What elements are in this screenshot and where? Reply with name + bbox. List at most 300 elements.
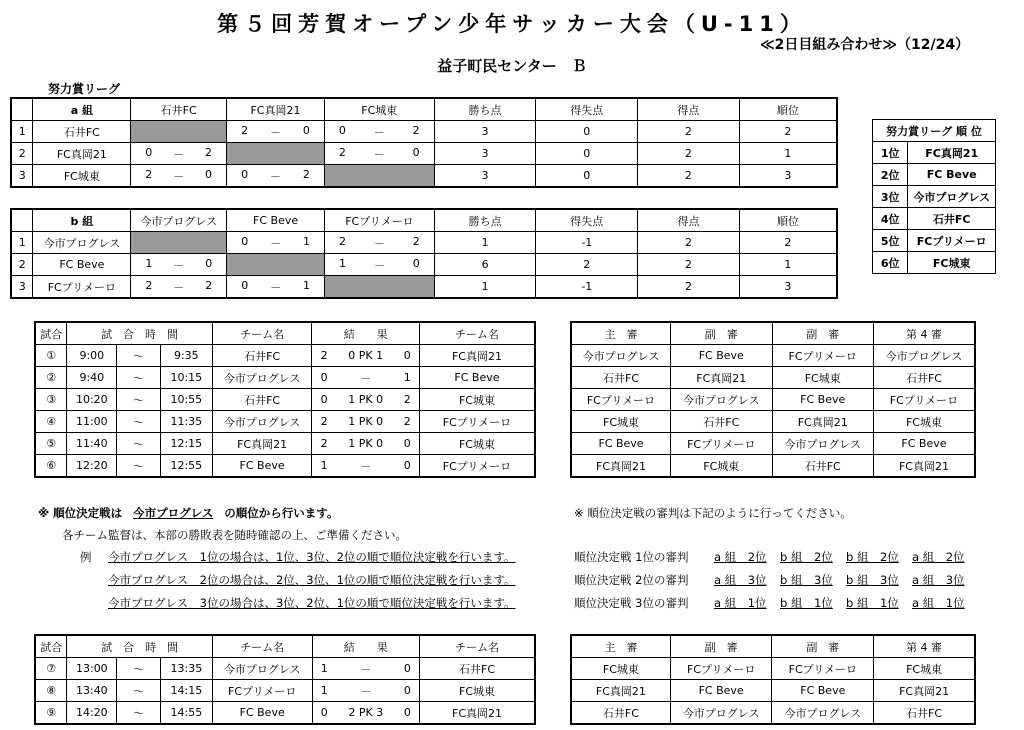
ranking-team: FC城東	[908, 252, 996, 274]
match-row	[35, 680, 535, 702]
match-start-time: 11:00	[67, 411, 117, 433]
score-dash: －	[270, 280, 282, 294]
match-score	[131, 279, 226, 295]
match-end-time: 14:15	[160, 680, 212, 702]
ranking-position: 6位	[873, 252, 908, 274]
match-score-cell	[131, 143, 227, 165]
example-line: 今市プログレス 1位の場合は、1位、3位、2位の順で順位決定戦を行います。	[108, 550, 516, 564]
home-score: 0	[312, 367, 336, 389]
self-match-cell	[131, 121, 227, 143]
match-row	[35, 658, 535, 680]
note-order-suffix: の順位から行います。	[224, 506, 339, 520]
page-title: 第５回芳賀オープン少年サッカー大会（U-11）	[217, 12, 807, 36]
schedule-header-row	[35, 322, 535, 345]
score-against: 2	[412, 123, 420, 137]
self-match-cell	[131, 232, 227, 254]
score-dash: －	[270, 236, 282, 250]
home-score: 2	[312, 345, 336, 367]
match-score-cell	[227, 165, 325, 188]
home-score: 1	[312, 680, 336, 702]
away-score: 0	[396, 658, 420, 680]
column-header: 主 審	[571, 322, 671, 345]
referee-row	[571, 389, 975, 411]
referee-row	[571, 345, 975, 367]
score-for: 1	[339, 256, 346, 270]
away-team: FCプリメーロ	[419, 455, 535, 478]
match-number: ⑦	[35, 658, 67, 680]
score-against: 0	[205, 256, 213, 270]
column-header: FC真岡21	[227, 98, 325, 121]
away-team: FC真岡21	[420, 702, 535, 725]
match-number: ③	[35, 389, 67, 411]
referee-row	[571, 680, 975, 702]
match-row	[35, 455, 535, 478]
score-dash: －	[173, 147, 185, 161]
column-header: FCプリメーロ	[325, 209, 435, 232]
group-row	[11, 254, 837, 276]
ranking-team: FCプリメーロ	[908, 230, 996, 252]
referee-cell: FCプリメーロ	[571, 389, 671, 411]
column-header: 今市プログレス	[131, 209, 227, 232]
match-end-time: 10:55	[160, 389, 212, 411]
referee-cell: 石井FC	[873, 367, 975, 389]
away-team: FC真岡21	[419, 345, 535, 367]
result-middle: 0 PK 1	[336, 345, 396, 367]
match-start-time: 9:40	[67, 367, 117, 389]
match-start-time: 11:40	[67, 433, 117, 455]
referee-cell: FC真岡21	[671, 367, 772, 389]
score-dash: －	[173, 169, 185, 183]
goals-cell: 2	[638, 254, 740, 276]
match-number: ④	[35, 411, 67, 433]
referee-rule-item: b 組 1位	[780, 596, 833, 610]
referee-row	[571, 455, 975, 478]
referee-row	[571, 367, 975, 389]
page-subtitle: ≪2日目組み合わせ≫（12/24）	[760, 37, 970, 53]
ranking-row	[873, 252, 996, 274]
home-team: FC Beve	[212, 455, 312, 478]
time-separator: ～	[117, 411, 161, 433]
match-start-time: 13:40	[67, 680, 117, 702]
time-separator: ～	[117, 702, 161, 725]
group-row	[11, 143, 837, 165]
group-name: a 組	[33, 98, 131, 121]
referee-table-2	[570, 634, 976, 725]
ranking-table	[872, 119, 996, 274]
column-header: 結 果	[312, 322, 419, 345]
match-start-time: 14:20	[67, 702, 117, 725]
away-score: 2	[396, 389, 420, 411]
home-score: 1	[312, 455, 336, 478]
referee-cell: FC真岡21	[873, 455, 975, 478]
referee-cell: FC城東	[671, 455, 772, 478]
match-start-time: 10:20	[67, 389, 117, 411]
referee-cell: 今市プログレス	[671, 389, 772, 411]
goal-diff-cell: -1	[536, 276, 638, 299]
rank-cell: 1	[739, 143, 837, 165]
referee-cell: 石井FC	[571, 702, 670, 725]
referee-rule-item: a 組 1位	[714, 596, 767, 610]
referee-cell: 石井FC	[772, 455, 873, 478]
column-header: 第 4 審	[873, 322, 975, 345]
column-header: 副 審	[772, 635, 874, 658]
referee-row	[571, 658, 975, 680]
match-start-time: 13:00	[67, 658, 117, 680]
score-for: 1	[145, 256, 153, 270]
points-cell: 6	[434, 254, 536, 276]
score-against: 0	[205, 167, 213, 181]
match-row	[35, 411, 535, 433]
match-end-time: 12:15	[160, 433, 212, 455]
ranking-row	[873, 164, 996, 186]
column-header: 第 4 審	[874, 635, 975, 658]
match-end-time: 13:35	[160, 658, 212, 680]
referee-cell: FC真岡21	[571, 680, 670, 702]
score-against: 2	[205, 278, 213, 292]
goal-diff-cell: 0	[536, 121, 638, 143]
referee-cell: 今市プログレス	[571, 345, 671, 367]
column-header: 得点	[638, 209, 740, 232]
group-b-header-row	[11, 209, 837, 232]
score-against: 0	[302, 123, 310, 137]
note-check: 各チーム監督は、本部の勝敗表を随時確認の上、ご準備ください。	[62, 528, 407, 542]
result-middle: －	[336, 455, 396, 478]
referee-cell: FC城東	[772, 367, 873, 389]
column-header: チーム名	[419, 322, 535, 345]
match-number: ①	[35, 345, 67, 367]
group-name: b 組	[33, 209, 131, 232]
referee-table-1	[570, 321, 976, 478]
match-end-time: 9:35	[160, 345, 212, 367]
referee-cell: FC Beve	[571, 433, 671, 455]
corner-cell	[11, 209, 33, 232]
goals-cell: 2	[638, 121, 740, 143]
team-name: FC城東	[33, 165, 131, 188]
ranking-position: 1位	[873, 142, 908, 164]
rank-cell: 1	[739, 254, 837, 276]
score-dash: －	[173, 258, 185, 272]
result-middle: －	[336, 658, 396, 680]
match-score-cell	[325, 232, 435, 254]
score-dash: －	[373, 236, 385, 250]
score-dash: －	[173, 280, 185, 294]
score-for: 2	[338, 145, 346, 159]
match-score	[325, 235, 434, 251]
home-score: 0	[312, 702, 336, 725]
match-start-time: 9:00	[67, 345, 117, 367]
match-end-time: 11:35	[160, 411, 212, 433]
home-score: 2	[312, 433, 336, 455]
match-score	[325, 257, 434, 273]
column-header: 得失点	[536, 209, 638, 232]
away-score: 0	[396, 455, 420, 478]
note-order-prefix: ※ 順位決定戦は	[38, 506, 123, 520]
home-score: 2	[312, 411, 336, 433]
referee-cell: FC真岡21	[874, 680, 975, 702]
ranking-position: 4位	[873, 208, 908, 230]
referee-rule-item: a 組 3位	[714, 573, 767, 587]
score-against: 1	[303, 278, 310, 292]
row-number: 2	[11, 254, 33, 276]
match-end-time: 10:15	[160, 367, 212, 389]
schedule-table-1	[34, 321, 536, 478]
score-for: 0	[145, 145, 153, 159]
referee-note: ※ 順位決定戦の審判は下記のように行ってください。	[574, 506, 852, 520]
referee-rule-item: b 組 2位	[846, 550, 899, 564]
time-separator: ～	[117, 389, 161, 411]
goal-diff-cell: 0	[536, 165, 638, 188]
column-header: 得失点	[536, 98, 638, 121]
score-against: 2	[205, 145, 213, 159]
time-separator: ～	[117, 345, 161, 367]
team-name: 今市プログレス	[33, 232, 131, 254]
column-header: 結 果	[312, 635, 419, 658]
ranking-title: 努力賞リーグ 順 位	[873, 120, 996, 142]
time-separator: ～	[117, 455, 161, 478]
rank-cell: 2	[739, 232, 837, 254]
team-name: FC Beve	[33, 254, 131, 276]
referee-rule-item: b 組 3位	[846, 573, 899, 587]
row-number: 1	[11, 121, 33, 143]
referee-rule-item: a 組 3位	[912, 573, 965, 587]
match-row	[35, 389, 535, 411]
team-name: FC真岡21	[33, 143, 131, 165]
referee-rule-label: 順位決定戦 1位の審判	[574, 550, 689, 564]
column-header: 副 審	[670, 635, 772, 658]
score-for: 0	[241, 278, 249, 292]
match-number: ⑥	[35, 455, 67, 478]
score-against: 1	[303, 234, 310, 248]
group-b-table	[10, 208, 838, 299]
away-score: 2	[396, 411, 420, 433]
rank-cell: 3	[739, 165, 837, 188]
time-separator: ～	[117, 367, 161, 389]
corner-cell	[11, 98, 33, 121]
away-team: 石井FC	[420, 658, 535, 680]
goals-cell: 2	[638, 276, 740, 299]
match-row	[35, 433, 535, 455]
match-score-cell	[227, 232, 325, 254]
column-header: 試合	[35, 635, 67, 658]
match-number: ⑧	[35, 680, 67, 702]
match-score-cell	[324, 121, 434, 143]
row-number: 1	[11, 232, 33, 254]
ranking-team: FC Beve	[908, 164, 996, 186]
referee-rule-item: b 組 3位	[780, 573, 833, 587]
score-dash: －	[373, 147, 385, 161]
match-score-cell	[324, 143, 434, 165]
column-header: FC城東	[324, 98, 434, 121]
schedule-table-2	[34, 634, 536, 725]
column-header: 主 審	[571, 635, 670, 658]
result-middle: 1 PK 0	[336, 433, 396, 455]
team-name: FCプリメーロ	[33, 276, 131, 299]
score-dash: －	[373, 258, 385, 272]
example-label: 例	[80, 550, 92, 564]
column-header: 順位	[739, 209, 837, 232]
match-score-cell	[325, 254, 435, 276]
match-score	[227, 124, 324, 140]
score-dash: －	[373, 125, 385, 139]
points-cell: 1	[434, 232, 536, 254]
referee-rule-item: b 組 1位	[846, 596, 899, 610]
rank-cell: 2	[739, 121, 837, 143]
referee-cell: FCプリメーロ	[671, 433, 772, 455]
referee-cell: FCプリメーロ	[670, 658, 772, 680]
group-row	[11, 276, 837, 299]
match-score	[227, 235, 324, 251]
referee-cell: 今市プログレス	[873, 345, 975, 367]
points-cell: 3	[434, 121, 536, 143]
score-for: 0	[241, 167, 249, 181]
ranking-position: 2位	[873, 164, 908, 186]
score-against: 2	[302, 167, 310, 181]
result-middle: 1 PK 0	[336, 411, 396, 433]
referee-row	[571, 702, 975, 725]
referee-cell: FC城東	[571, 658, 670, 680]
referee-cell: FCプリメーロ	[772, 658, 874, 680]
row-number: 3	[11, 165, 33, 188]
goals-cell: 2	[638, 165, 740, 188]
column-header: 石井FC	[131, 98, 227, 121]
away-team: FC城東	[419, 389, 535, 411]
row-number: 3	[11, 276, 33, 299]
column-header: チーム名	[212, 635, 312, 658]
match-number: ②	[35, 367, 67, 389]
referee-cell: FC城東	[571, 411, 671, 433]
referee-cell: 石井FC	[671, 411, 772, 433]
match-row	[35, 345, 535, 367]
column-header: 副 審	[671, 322, 772, 345]
result-middle: －	[336, 367, 396, 389]
column-header: 試 合 時 間	[67, 322, 212, 345]
home-team: FC真岡21	[212, 433, 312, 455]
referee-cell: 石井FC	[874, 702, 975, 725]
away-score: 0	[396, 433, 420, 455]
home-score: 1	[312, 658, 336, 680]
referee-rule-item: a 組 2位	[912, 550, 965, 564]
score-against: 0	[412, 256, 420, 270]
match-row	[35, 367, 535, 389]
referee-cell: FCプリメーロ	[873, 389, 975, 411]
points-cell: 3	[434, 165, 536, 188]
match-start-time: 12:20	[67, 455, 117, 478]
note-order-team: 今市プログレス	[133, 506, 214, 520]
score-against: 2	[412, 234, 420, 248]
referee-cell: 今市プログレス	[772, 433, 873, 455]
ranking-row	[873, 230, 996, 252]
referee-row	[571, 433, 975, 455]
referee-cell: FC城東	[873, 411, 975, 433]
ranking-team: FC真岡21	[908, 142, 996, 164]
match-end-time: 12:55	[160, 455, 212, 478]
group-row	[11, 121, 837, 143]
away-team: FC城東	[420, 680, 535, 702]
league-label: 努力賞リーグ	[48, 82, 121, 96]
column-header: 副 審	[772, 322, 873, 345]
column-header: チーム名	[212, 322, 312, 345]
away-team: FC城東	[419, 433, 535, 455]
match-score	[131, 168, 226, 184]
self-match-cell	[227, 143, 325, 165]
group-row	[11, 165, 837, 188]
referee-rule-item: a 組 2位	[714, 550, 767, 564]
referee-cell: 今市プログレス	[670, 702, 772, 725]
score-dash: －	[269, 169, 281, 183]
score-for: 0	[338, 123, 346, 137]
referee-cell: FC真岡21	[772, 411, 873, 433]
home-team: 石井FC	[212, 389, 312, 411]
away-team: FCプリメーロ	[419, 411, 535, 433]
self-match-cell	[324, 165, 434, 188]
score-dash: －	[269, 125, 281, 139]
result-middle: 1 PK 0	[336, 389, 396, 411]
goal-diff-cell: 0	[536, 143, 638, 165]
result-middle: －	[336, 680, 396, 702]
match-score-cell	[131, 165, 227, 188]
referee-cell: FC真岡21	[571, 455, 671, 478]
ranking-row	[873, 142, 996, 164]
match-score-cell	[227, 276, 325, 299]
ranking-row	[873, 208, 996, 230]
away-score: 0	[396, 702, 420, 725]
away-score: 0	[396, 680, 420, 702]
home-team: 石井FC	[212, 345, 312, 367]
team-name: 石井FC	[33, 121, 131, 143]
referee-cell: FC城東	[874, 658, 975, 680]
note-order	[38, 505, 338, 521]
column-header: 勝ち点	[434, 209, 536, 232]
match-row	[35, 702, 535, 725]
home-team: FC Beve	[212, 702, 312, 725]
referee-header-row	[571, 635, 975, 658]
goal-diff-cell: 2	[536, 254, 638, 276]
referee-cell: FCプリメーロ	[772, 345, 873, 367]
match-score-cell	[131, 276, 227, 299]
match-score-cell	[227, 121, 325, 143]
home-score: 0	[312, 389, 336, 411]
home-team: 今市プログレス	[212, 658, 312, 680]
away-team: FC Beve	[419, 367, 535, 389]
home-team: 今市プログレス	[212, 367, 312, 389]
home-team: 今市プログレス	[212, 411, 312, 433]
referee-cell: FC Beve	[772, 389, 873, 411]
match-score	[131, 146, 226, 162]
score-for: 2	[145, 167, 153, 181]
referee-rule-item: a 組 1位	[912, 596, 965, 610]
time-separator: ～	[117, 680, 161, 702]
self-match-cell	[227, 254, 325, 276]
column-header: チーム名	[420, 635, 535, 658]
match-number: ⑤	[35, 433, 67, 455]
match-score	[227, 168, 324, 184]
column-header: FC Beve	[227, 209, 325, 232]
goals-cell: 2	[638, 143, 740, 165]
match-score	[325, 146, 434, 162]
points-cell: 1	[434, 276, 536, 299]
home-team: FCプリメーロ	[212, 680, 312, 702]
column-header: 順位	[739, 98, 837, 121]
referee-cell: 今市プログレス	[772, 702, 874, 725]
away-score: 1	[396, 367, 420, 389]
referee-cell: FC Beve	[670, 680, 772, 702]
score-against: 0	[412, 145, 420, 159]
self-match-cell	[325, 276, 435, 299]
column-header: 試合	[35, 322, 67, 345]
group-a-header-row	[11, 98, 837, 121]
schedule-header-row	[35, 635, 535, 658]
score-for: 0	[241, 234, 249, 248]
